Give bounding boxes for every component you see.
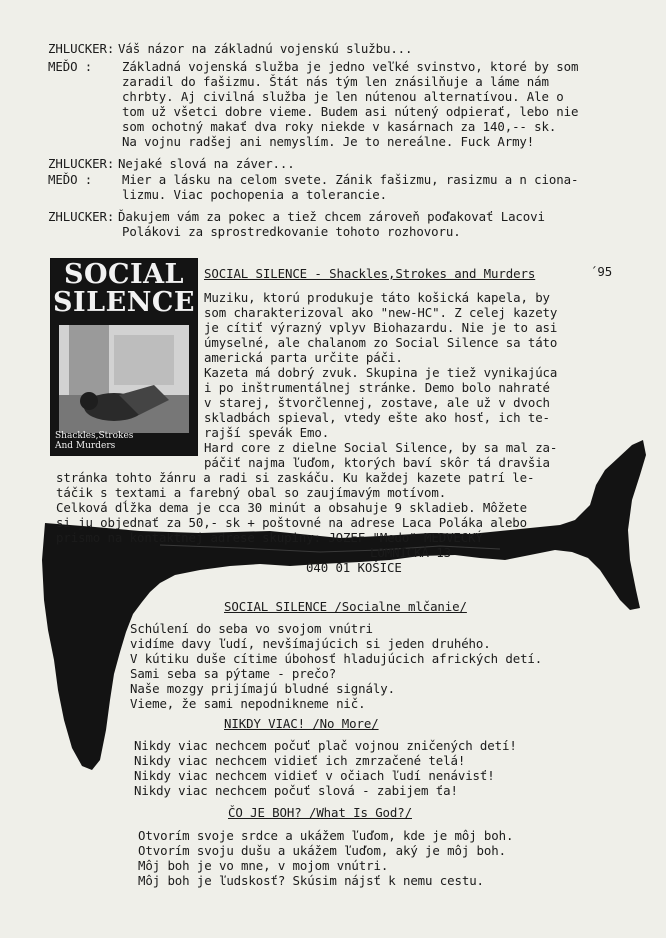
review-line: úmyselné, ale chalanom zo Social Silence sa táto xyxy=(204,335,558,350)
review-line: rajší spevák Emo. xyxy=(204,425,330,440)
review-line: si ju objednať za 50,- sk + poštovné na adrese Laca Poláka alebo xyxy=(56,515,528,530)
cover-subtitle: Shackles,Strokes And Murders xyxy=(55,431,134,451)
review-line: páčiť najma ľuďom, ktorých baví skôr tá dravšia xyxy=(204,455,550,470)
review-line: táčik s textami a farebný obal so zaujímavým motívom. xyxy=(56,485,447,500)
lyric-line: vidíme davy ľudí, nevšímajúcich si jeden druhého. xyxy=(130,636,491,651)
interview-a1-line: tom už všetci dobre vieme. Budem asi nútený odpierať, lebo nie xyxy=(122,104,579,119)
review-line: i po inštrumentálnej stránke. Demo bolo nahraté xyxy=(204,380,550,395)
interview-a2-line: lizmu. Viac pochopenia a tolerancie. xyxy=(122,187,387,202)
interview-q3: ZHLUCKER: Ďakujem vám za pokec a tiež chcem zároveň poďakovať Lacovi xyxy=(48,209,545,224)
review-year: ´95 xyxy=(590,264,613,279)
review-line: Celková dĺžka dema je cca 30 minút a obsahuje 9 skladieb. Môžete xyxy=(56,500,528,515)
cover-title: SOCIAL SILENCE xyxy=(53,259,195,318)
review-line: skladbách spieval, vtedy ešte ako hosť, ich te- xyxy=(204,410,550,425)
lyric-line: V kútiku duše cítime úbohosť hladujúcich afrických detí. xyxy=(130,651,543,666)
interview-a1-line: Na vojnu radšej ani nemyslím. Je to nereálne. Fuck Army! xyxy=(122,134,535,149)
lyric-line: Naše mozgy prijímajú bludné signály. xyxy=(130,681,395,696)
review-heading: SOCIAL SILENCE - Shackles,Strokes and Murders xyxy=(204,266,536,281)
lyric-line: Otvorím svoju dušu a ukážem ľuďom, aký je môj boh. xyxy=(138,843,506,858)
interview-a1-line: som ochotný makať dva roky niekde v kasárnach za 140,-- sk. xyxy=(122,119,557,134)
interview-a2-speaker: MEĎO : xyxy=(48,172,93,187)
lyric-line: Nikdy viac nechcem vidieť v očiach ľudí nenávisť! xyxy=(134,768,495,783)
lyric-line: Môj boh je ľudskosť? Skúsim nájsť k nemu cestu. xyxy=(138,873,484,888)
interview-q1: ZHLUCKER: Váš názor na základnú vojenskú službu... xyxy=(48,41,413,56)
lyric-line: Sami seba sa pýtame - prečo? xyxy=(130,666,337,681)
review-line: Hard core z dielne Social Silence, by sa mal za- xyxy=(204,440,558,455)
address-street: LOMNICKÁ 13 xyxy=(370,545,451,560)
review-line: je cítiť výrazný vplyv Biohazardu. Nie je to asi xyxy=(204,320,558,335)
lyric-title: ČO JE BOH? /What Is God?/ xyxy=(228,805,412,820)
interview-a2-line: Mier a lásku na celom svete. Zánik fašizmu, rasizmu a n ciona- xyxy=(122,172,579,187)
lyric-title: NIKDY VIAC! /No More/ xyxy=(224,716,379,731)
interview-q2: ZHLUCKER: Nejaké slová na záver... xyxy=(48,156,295,171)
lyric-line: Môj boh je vo mne, v mojom vnútri. xyxy=(138,858,389,873)
review-line: som charakterizoval ako "new-HC". Z celej kazety xyxy=(204,305,558,320)
cover-photo xyxy=(59,325,189,433)
interview-a1-line: zaradil do fašizmu. Štát nás tým len znásilňuje a láme nám xyxy=(122,74,549,89)
address-city: 040 01 KOŠICE xyxy=(306,560,402,575)
lyric-line: Schúlení do seba vo svojom vnútri xyxy=(130,621,373,636)
lyric-line: Nikdy viac nechcem počuť plač vojnou zničených detí! xyxy=(134,738,517,753)
interview-a1-line: Základná vojenská služba je jedno veľké svinstvo, ktoré by som xyxy=(122,59,579,74)
review-line: Kazeta má dobrý zvuk. Skupina je tiež vynikajúca xyxy=(204,365,558,380)
review-line: v starej, štvorčlennej, zostave, ale už v dvoch xyxy=(204,395,550,410)
interview-a1-line: chrbty. Aj civilná služba je len nútenou alternatívou. Ale o xyxy=(122,89,564,104)
review-line: Muziku, ktorú produkuje táto košická kapela, by xyxy=(204,290,550,305)
review-line: americká parta určite páči. xyxy=(204,350,403,365)
lyric-line: Otvorím svoje srdce a ukážem ľuďom, kde je môj boh. xyxy=(138,828,514,843)
lyric-line: Nikdy viac nechcem počuť slová - zabijem ťa! xyxy=(134,783,458,798)
interview-q3-line: Polákovi za sprostredkovanie tohoto rozhovoru. xyxy=(122,224,461,239)
review-line: stránka tohto žánru a radi si zaskáču. Ku každej kazete patrí le- xyxy=(56,470,535,485)
cassette-cover xyxy=(50,258,198,456)
lyric-line: Nikdy viac nechcem vidieť ich zmrzačené telá! xyxy=(134,753,466,768)
interview-a1-speaker: MEĎO : xyxy=(48,59,93,74)
lyric-title: SOCIAL SILENCE /Socialne mlčanie/ xyxy=(224,599,467,614)
lyric-line: Vieme, že sami nepodnikneme nič. xyxy=(130,696,366,711)
review-line: prismo na kontaktnej adrese skupiny: JOZEF "Medo" MEDVECKÝ xyxy=(56,530,483,545)
